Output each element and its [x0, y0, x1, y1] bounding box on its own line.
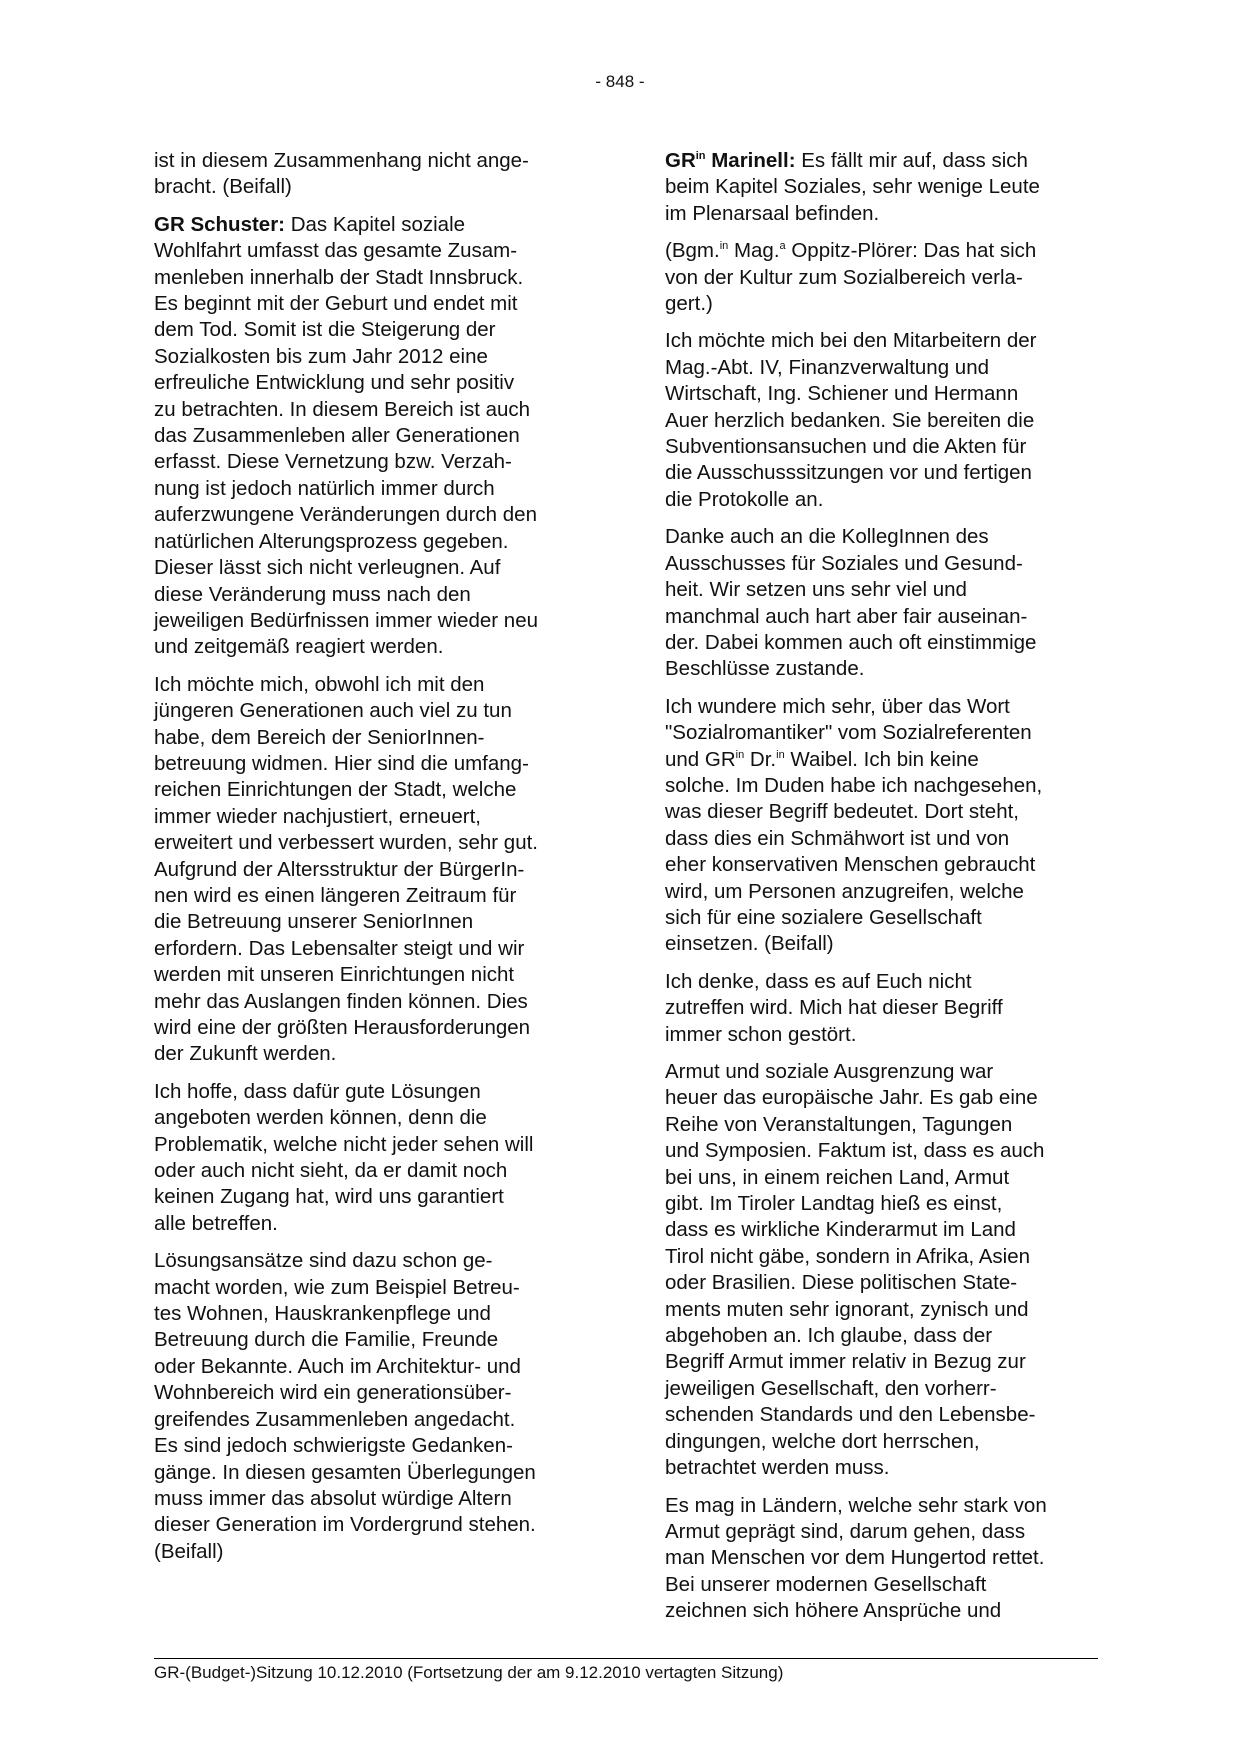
paragraph: Lösungsansätze sind dazu schon ge- macht worden, wie zum Beispiel Betreu- tes Wohnen, Hauskrankenpflege und Betreuung durch die Familie, Freunde oder Bekannte. Auch im Architektur- und Wohnbereich wird ein generationsüber- greifendes Zusammenleben angedacht. Es sind jedoch schwierigste Gedanken- gänge. In diesen gesamten Überlegungen muss immer das absolut würdige Altern dieser Generation im Vordergrund stehen. (Beifall) [154, 1249, 536, 1563]
paragraph: ist in diesem Zusammenhang nicht ange- bracht. (Beifall) [154, 149, 529, 199]
right-column [665, 148, 1105, 1636]
paragraph: Ich hoffe, dass dafür gute Lösungen angeboten werden können, denn die Problematik, welche nicht jeder sehen will oder auch nicht sieht, da er damit noch keinen Zugang hat, wird uns garantiert alle betreffen. [154, 1079, 534, 1235]
paragraph: Ich wundere mich sehr, über das Wort "Sozialromantiker" vom Sozialreferenten und $GR^{in}$ Dr.$^{in}$ Waibel. Ich bin keine solche. Im Duden habe ich nachgesehen, was dieser Begriff bedeutet. Dort steht, dass dies ein Schmähwort ist und von eher konservativen Menschen gebraucht wird, um Personen anzugreifen, welche sich für eine sozialere Gesellschaft einsetzen. (Beifall) [665, 694, 1043, 956]
paragraph: Ich möchte mich bei den Mitarbeitern der Mag.-Abt. IV, Finanzverwaltung und Wirtschaft, Ing. Schiener und Hermann Auer herzlich bedanken. Sie bereiten die Subventionsansuchen und die Akten für die Ausschusssitzungen vor und fertigen die Protokolle an. [665, 329, 1037, 511]
page-number: - 848 - [595, 72, 645, 91]
paragraph: Danke auch an die KollegInnen des Ausschusses für Soziales und Gesund- heit. Wir setzen uns sehr viel und manchmal auch hart aber fair auseinan- der. Dabei kommen auch oft einstimmige Beschlüsse zustande. [665, 525, 1037, 681]
footer-text: GR-(Budget-)Sitzung 10.12.2010 (Fortsetzung der am 9.12.2010 vertagten Sitzung) [154, 1663, 784, 1682]
paragraph: Armut und soziale Ausgrenzung war heuer das europäische Jahr. Es gab eine Reihe von Veranstaltungen, Tagungen und Symposien. Faktum ist, dass es auch bei uns, in einem reichen Land, Armut gibt. Im Tiroler Landtag hieß es einst, dass es wirkliche Kinderarmut im Land Tirol nicht gäbe, sondern in Afrika, Asien oder Brasilien. Diese politischen State- ments muten sehr ignorant, zynisch und abgehoben an. Ich glaube, dass der Begriff Armut immer relativ in Bezug zur jeweiligen Gesellschaft, den vorherr- schenden Standards und den Lebensbe- dingungen, welche dort herrschen, betrachtet werden muss. [665, 1060, 1045, 1480]
paragraph-text: Das Kapitel soziale Wohlfahrt umfasst das gesamte Zusam- menleben innerhalb der Stadt Innsbruck. Es beginnt mit der Geburt und endet mit dem Tod. Somit ist die Steigerung der Sozialkosten bis zum Jahr 2012 eine erfreuliche Entwicklung und sehr positiv zu betrachten. In diesem Bereich ist auch das Zusammenleben aller Generationen erfasst. Diese Vernetzung bzw. Verzah- nung ist jedoch natürlich immer durch auferzwungene Veränderungen durch den natürlichen Alterungsprozess gegeben. Dieser lässt sich nicht verleugnen. Auf diese Veränderung muss nach den jeweiligen Bedürfnissen immer wieder neu und zeitgemäß reagiert werden. [154, 212, 538, 659]
paragraph: Ich möchte mich, obwohl ich mit den jüngeren Generationen auch viel zu tun habe, dem Bereich der SeniorInnen- betreuung widmen. Hier sind die umfang- reichen Einrichtungen der Stadt, welche immer wieder nachjustiert, erneuert, erweitert und verbessert wurden, sehr gut. Aufgrund der Altersstruktur der BürgerIn- nen wird es einen längeren Zeitraum für die Betreuung unserer SeniorInnen erfordern. Das Lebensalter steigt und wir werden mit unseren Einrichtungen nicht mehr das Auslangen finden können. Dies wird eine der größten Herausforderungen der Zukunft werden. [154, 672, 538, 1066]
paragraph: (Bgm.$^{in}$ Mag.$^a$ Oppitz-Plörer: Das hat sich von der Kultur zum Sozialbereich verla- gert.) [665, 239, 1037, 316]
paragraph: Ich denke, dass es auf Euch nicht zutreffen wird. Mich hat dieser Begriff immer schon gestört. [665, 969, 1003, 1046]
paragraph [665, 148, 1105, 227]
speaker-name: GR Schuster: [154, 212, 285, 236]
left-column [154, 148, 594, 1576]
speaker-name: $GR^{in}$ Marinell: [665, 149, 796, 172]
paragraph-text: Es fällt mir auf, dass sich beim Kapitel Soziales, sehr wenige Leute im Plenarsaal befinden. [665, 149, 1040, 225]
footer-divider [154, 1658, 1098, 1659]
paragraph [154, 212, 594, 661]
paragraph: Es mag in Ländern, welche sehr stark von Armut geprägt sind, darum gehen, dass man Menschen vor dem Hungertod rettet. Bei unserer modernen Gesellschaft zeichnen sich höhere Ansprüche und [665, 1493, 1047, 1623]
